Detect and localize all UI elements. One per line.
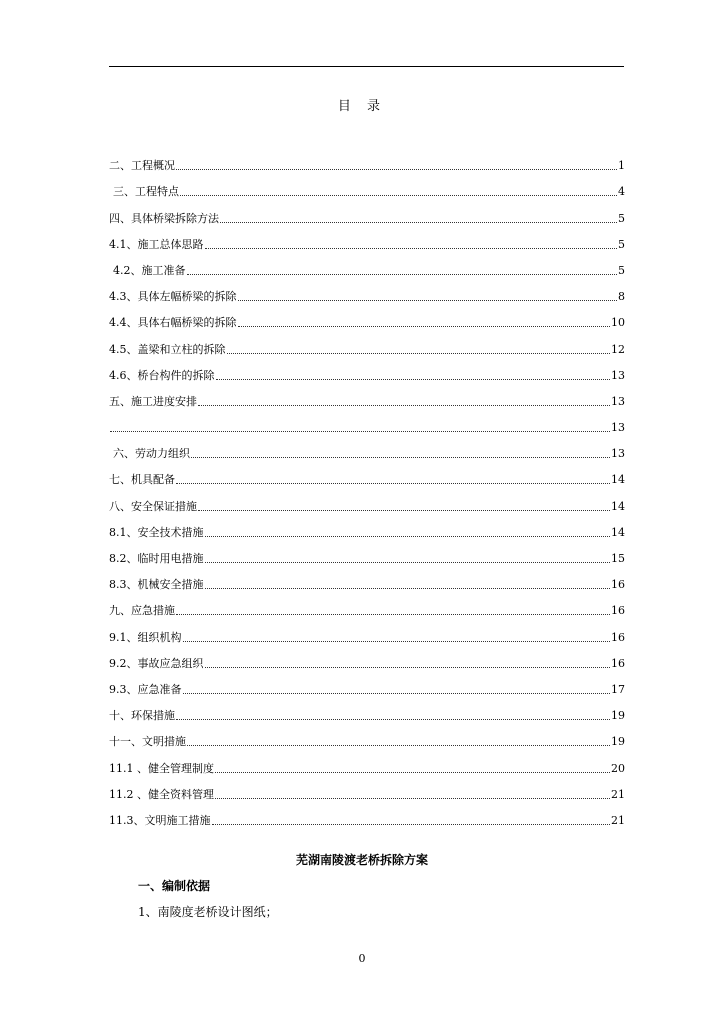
toc-dot-leader <box>191 457 610 458</box>
toc-entry-page: 4 <box>618 185 625 199</box>
toc-entry[interactable] <box>109 541 625 567</box>
toc-entry-label: 4.5、盖梁和立柱的拆除 <box>109 342 226 356</box>
toc-entry-page: 14 <box>611 525 625 539</box>
toc-dot-leader <box>187 274 618 275</box>
toc-entry-page: 21 <box>611 813 625 827</box>
toc-entry-page: 16 <box>611 578 625 592</box>
toc-dot-leader <box>176 483 610 484</box>
toc-entry-label: 十一、文明措施 <box>109 735 186 749</box>
toc-entry-label: 9.3、应急准备 <box>109 682 182 696</box>
toc-entry-page: 21 <box>611 787 625 801</box>
toc-entry-page: 10 <box>611 316 625 330</box>
toc-entry-label: 十、环保措施 <box>109 709 175 723</box>
toc-dot-leader <box>176 169 617 170</box>
toc-dot-leader <box>212 824 611 825</box>
toc-entry-page: 15 <box>611 552 625 565</box>
toc-entry[interactable] <box>109 253 625 279</box>
toc-entry-page: 1 <box>618 159 625 173</box>
toc-dot-leader <box>205 667 611 668</box>
toc-dot-leader <box>176 614 610 615</box>
toc-entry-page: 14 <box>611 499 625 513</box>
toc-entry[interactable] <box>109 619 625 645</box>
toc-entry-page: 19 <box>611 709 625 723</box>
toc-entry-page: 16 <box>611 656 625 670</box>
section-heading: 一、编制依据 <box>138 879 211 893</box>
toc-dot-leader <box>183 641 611 642</box>
toc-entry-page: 17 <box>611 682 625 696</box>
toc-entry-page: 14 <box>611 473 625 487</box>
toc-entry-label: 4.1、施工总体思路 <box>109 237 204 251</box>
toc-dot-leader <box>187 745 610 746</box>
toc-entry-label: 九、应急措施 <box>109 604 175 618</box>
toc-entry[interactable] <box>109 646 625 672</box>
toc-entry-label: 4.3、具体左幅桥梁的拆除 <box>109 290 237 304</box>
toc-entry-page: 13 <box>611 447 625 461</box>
toc-entry-page: 5 <box>618 237 625 251</box>
toc-dot-leader <box>238 326 611 327</box>
toc-dot-leader <box>227 353 611 354</box>
body-text-line: 1、南陵度老桥设计图纸； <box>138 905 278 919</box>
toc-entry-label: 二、工程概况 <box>109 159 175 173</box>
toc-entry-label: 11.1 、健全管理制度 <box>109 761 214 775</box>
toc-dot-leader <box>205 248 618 249</box>
toc-entry-label: 六、劳动力组织 <box>113 447 190 461</box>
header-rule <box>109 66 624 67</box>
toc-entry[interactable] <box>109 750 625 776</box>
toc-entry-page: 12 <box>611 342 625 356</box>
toc-entry[interactable] <box>109 305 625 331</box>
toc-entry[interactable] <box>109 672 625 698</box>
toc-entry-page: 19 <box>611 735 625 749</box>
toc-entry-page: 13 <box>611 368 625 382</box>
toc-entry-label: 4.2、施工准备 <box>113 263 186 277</box>
toc-entry-label: 8.2、临时用电措施 <box>109 552 204 565</box>
toc-entry-page: 5 <box>618 263 625 277</box>
document-title: 芜湖南陵渡老桥拆除方案 <box>295 853 428 867</box>
toc-entry-label: 11.3、文明施工措施 <box>109 813 211 827</box>
toc-entry[interactable] <box>109 410 625 436</box>
toc-entry-label: 4.6、桥台构件的拆除 <box>109 368 215 382</box>
toc-entry-label: 七、机具配备 <box>109 473 175 487</box>
toc-dot-leader <box>198 405 610 406</box>
toc-entry[interactable] <box>109 488 625 514</box>
toc-dot-leader <box>216 379 611 380</box>
toc-entry-label: 三、工程特点 <box>113 185 179 199</box>
toc-entry[interactable] <box>109 227 625 253</box>
toc-dot-leader <box>215 772 610 773</box>
toc-dot-leader <box>180 195 617 196</box>
toc-entry[interactable] <box>109 462 625 488</box>
toc-entry-page: 16 <box>611 630 625 644</box>
toc-entry[interactable] <box>109 593 625 619</box>
toc-entry[interactable] <box>109 279 625 305</box>
toc-entry[interactable] <box>109 174 625 200</box>
toc-entry-page: 20 <box>611 761 625 775</box>
toc-entry[interactable] <box>109 724 625 750</box>
toc-entry-page: 8 <box>618 290 625 304</box>
toc-dot-leader <box>220 222 617 223</box>
toc-entry-label: 8.1、安全技术措施 <box>109 525 204 539</box>
toc-dot-leader <box>238 300 618 301</box>
toc-entry-label: 五、施工进度安排 <box>109 394 197 408</box>
toc-entry[interactable] <box>109 777 625 803</box>
toc-dot-leader <box>110 431 610 432</box>
toc-dot-leader <box>205 588 611 589</box>
toc-entry-page: 13 <box>611 394 625 408</box>
toc-entry[interactable] <box>109 148 625 174</box>
toc-dot-leader <box>205 562 611 563</box>
toc-dot-leader <box>198 510 610 511</box>
toc-entry[interactable] <box>109 436 625 462</box>
toc-entry-label: 9.2、事故应急组织 <box>109 656 204 670</box>
toc-entry-label: 9.1、组织机构 <box>109 630 182 644</box>
toc-entry-label: 4.4、具体右幅桥梁的拆除 <box>109 316 237 330</box>
toc-entry[interactable] <box>109 698 625 724</box>
toc-entry-page: 16 <box>611 604 625 618</box>
toc-entry[interactable] <box>109 200 625 226</box>
toc-entry-label: 四、具体桥梁拆除方法 <box>109 211 219 225</box>
toc-entry[interactable] <box>109 331 625 357</box>
toc-entry-label: 8.3、机械安全措施 <box>109 578 204 592</box>
toc-dot-leader <box>183 693 611 694</box>
toc-entry-page: 13 <box>611 421 625 435</box>
toc-title: 目 录 <box>337 99 387 114</box>
page-number: 0 <box>358 952 366 965</box>
toc-entry[interactable] <box>109 803 625 829</box>
toc-entry[interactable] <box>109 515 625 541</box>
toc-dot-leader <box>205 536 611 537</box>
toc-entry[interactable] <box>109 384 625 410</box>
toc-entry[interactable] <box>109 358 625 384</box>
toc-entry-label: 11.2 、健全资料管理 <box>109 787 214 801</box>
toc-entry-page: 5 <box>618 211 625 225</box>
toc-dot-leader <box>215 798 610 799</box>
toc-entry[interactable] <box>109 567 625 593</box>
table-of-contents <box>109 148 625 829</box>
toc-dot-leader <box>176 719 610 720</box>
toc-entry-label: 八、安全保证措施 <box>109 499 197 513</box>
